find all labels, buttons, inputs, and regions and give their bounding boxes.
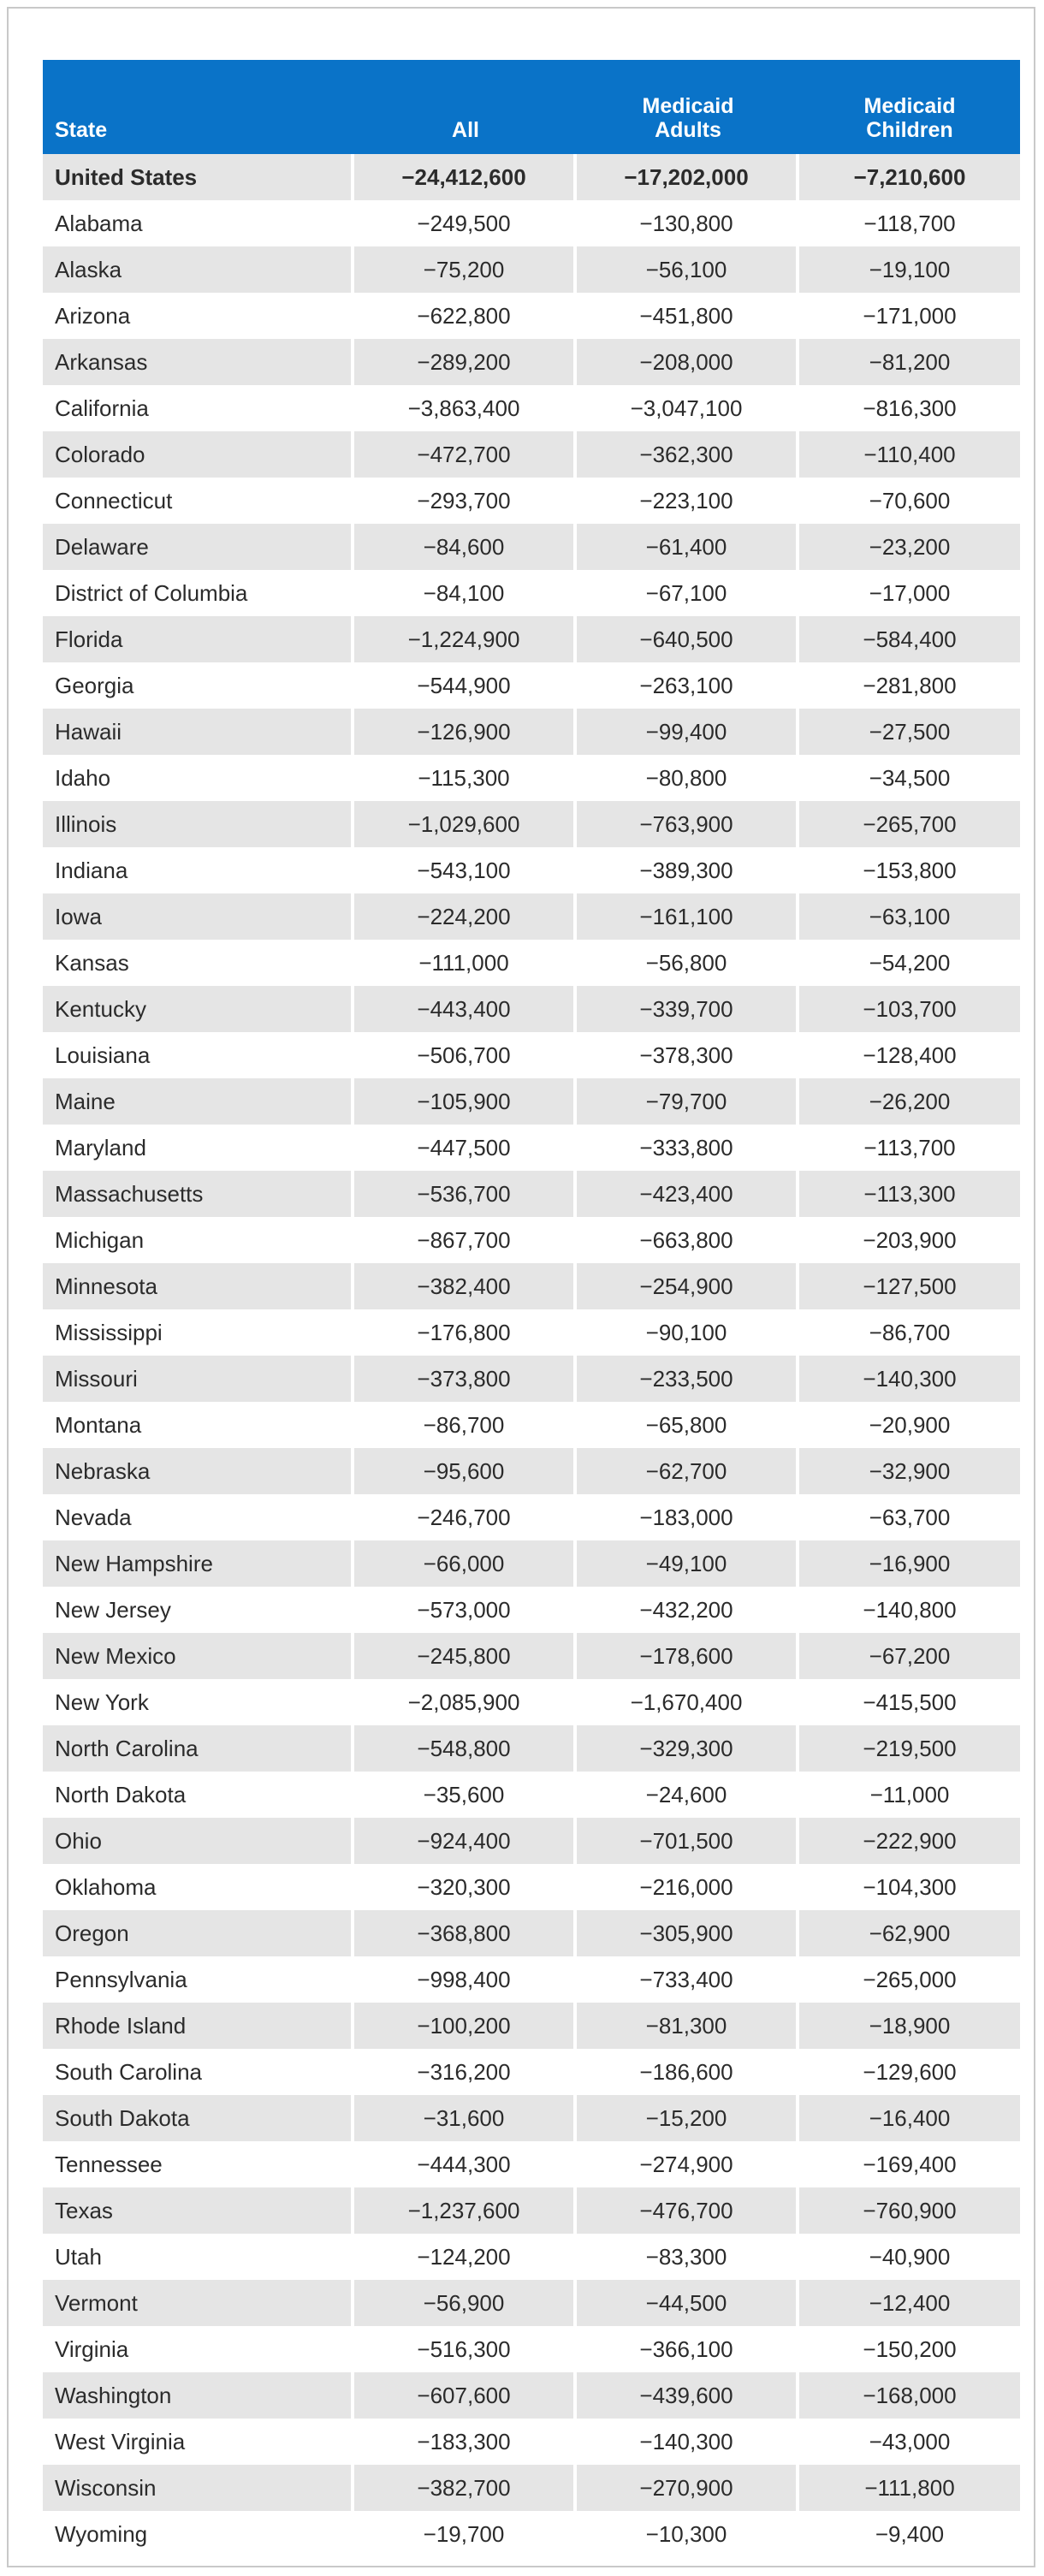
all-cell: −573,000 [354,1587,577,1633]
all-cell: −84,600 [354,524,577,570]
state-cell: New Jersey [43,1587,354,1633]
medicaid-adults-cell: −24,600 [577,1772,799,1818]
header-row [43,60,1020,154]
state-cell: California [43,385,354,431]
all-cell: −382,700 [354,2465,577,2511]
medicaid-children-cell: −150,200 [799,2326,1020,2372]
state-cell: Kansas [43,940,354,986]
all-cell: −289,200 [354,339,577,385]
state-cell: Kentucky [43,986,354,1032]
table-row [43,1125,1020,1171]
all-cell: −84,100 [354,570,577,616]
all-cell: −867,700 [354,1217,577,1263]
medicaid-children-cell: −20,900 [799,1402,1020,1448]
all-cell: −249,500 [354,200,577,246]
medicaid-adults-cell: −233,500 [577,1356,799,1402]
table-row [43,1633,1020,1679]
state-cell: Texas [43,2187,354,2234]
all-cell: −472,700 [354,431,577,478]
table-header [43,60,1020,154]
medicaid-adults-cell: −270,900 [577,2465,799,2511]
medicaid-children-cell: −281,800 [799,662,1020,709]
table-row [43,1679,1020,1725]
all-cell: −607,600 [354,2372,577,2419]
state-cell: Wisconsin [43,2465,354,2511]
all-cell: −105,900 [354,1078,577,1125]
medicaid-adults-cell: −81,300 [577,2003,799,2049]
column-header-line: Medicaid [863,94,956,118]
all-cell: −924,400 [354,1818,577,1864]
state-cell: Virginia [43,2326,354,2372]
state-cell: Washington [43,2372,354,2419]
medicaid-children-cell: −760,900 [799,2187,1020,2234]
medicaid-children-cell: −19,100 [799,246,1020,293]
all-cell: −95,600 [354,1448,577,1494]
state-cell: Arkansas [43,339,354,385]
medicaid-children-cell: −7,210,600 [799,154,1020,200]
all-cell: −368,800 [354,1910,577,1956]
state-cell: New York [43,1679,354,1725]
all-cell: −75,200 [354,246,577,293]
medicaid-children-cell: −63,700 [799,1494,1020,1540]
column-header-line: State [55,118,108,142]
medicaid-children-cell: −63,100 [799,893,1020,940]
medicaid-adults-cell: −329,300 [577,1725,799,1772]
medicaid-adults-cell: −161,100 [577,893,799,940]
all-cell: −2,085,900 [354,1679,577,1725]
all-cell: −245,800 [354,1633,577,1679]
state-cell: Louisiana [43,1032,354,1078]
all-cell: −373,800 [354,1356,577,1402]
table-row [43,570,1020,616]
state-cell: Delaware [43,524,354,570]
table-row [43,1171,1020,1217]
medicaid-children-cell: −415,500 [799,1679,1020,1725]
medicaid-adults-cell: −140,300 [577,2419,799,2465]
medicaid-children-cell: −111,800 [799,2465,1020,2511]
all-cell: −1,029,600 [354,801,577,847]
table-row [43,709,1020,755]
medicaid-children-cell: −168,000 [799,2372,1020,2419]
medicaid-children-cell: −86,700 [799,1309,1020,1356]
medicaid-adults-cell: −10,300 [577,2511,799,2557]
state-cell: Maine [43,1078,354,1125]
medicaid-adults-cell: −130,800 [577,200,799,246]
medicaid-children-cell: −103,700 [799,986,1020,1032]
all-cell: −115,300 [354,755,577,801]
state-cell: Alabama [43,200,354,246]
state-cell: Nevada [43,1494,354,1540]
medicaid-adults-cell: −178,600 [577,1633,799,1679]
medicaid-adults-cell: −67,100 [577,570,799,616]
column-header-line: Adults [655,118,721,142]
state-cell: Massachusetts [43,1171,354,1217]
state-cell: Georgia [43,662,354,709]
column-header-all [354,60,577,154]
table-row [43,2141,1020,2187]
table-row [43,2234,1020,2280]
medicaid-children-cell: −26,200 [799,1078,1020,1125]
medicaid-adults-cell: −254,900 [577,1263,799,1309]
state-cell: Tennessee [43,2141,354,2187]
all-cell: −31,600 [354,2095,577,2141]
table-row [43,2419,1020,2465]
state-cell: Oregon [43,1910,354,1956]
medicaid-adults-cell: −733,400 [577,1956,799,2003]
table-row [43,1402,1020,1448]
all-cell: −548,800 [354,1725,577,1772]
all-cell: −622,800 [354,293,577,339]
state-cell: United States [43,154,354,200]
all-cell: −382,400 [354,1263,577,1309]
medicaid-children-cell: −118,700 [799,200,1020,246]
medicaid-children-cell: −113,300 [799,1171,1020,1217]
medicaid-children-cell: −62,900 [799,1910,1020,1956]
state-cell: Idaho [43,755,354,801]
medicaid-children-cell: −23,200 [799,524,1020,570]
medicaid-children-cell: −222,900 [799,1818,1020,1864]
state-cell: Missouri [43,1356,354,1402]
medicaid-children-cell: −81,200 [799,339,1020,385]
table-row [43,1448,1020,1494]
all-cell: −24,412,600 [354,154,577,200]
medicaid-adults-cell: −223,100 [577,478,799,524]
state-cell: Mississippi [43,1309,354,1356]
medicaid-adults-cell: −305,900 [577,1910,799,1956]
state-cell: Maryland [43,1125,354,1171]
medicaid-children-cell: −54,200 [799,940,1020,986]
medicaid-adults-cell: −362,300 [577,431,799,478]
table-row [43,431,1020,478]
medicaid-adults-cell: −17,202,000 [577,154,799,200]
medicaid-children-cell: −203,900 [799,1217,1020,1263]
all-cell: −320,300 [354,1864,577,1910]
state-cell: South Dakota [43,2095,354,2141]
medicaid-children-cell: −584,400 [799,616,1020,662]
state-cell: Indiana [43,847,354,893]
medicaid-children-cell: −128,400 [799,1032,1020,1078]
state-cell: New Mexico [43,1633,354,1679]
medicaid-adults-cell: −208,000 [577,339,799,385]
all-cell: −444,300 [354,2141,577,2187]
medicaid-children-cell: −140,800 [799,1587,1020,1633]
state-cell: Arizona [43,293,354,339]
table-row [43,2280,1020,2326]
column-header-medicaid-adults [577,60,799,154]
table-row [43,1263,1020,1309]
table-row [43,246,1020,293]
column-header-line: Children [866,118,953,142]
medicaid-adults-cell: −263,100 [577,662,799,709]
all-cell: −293,700 [354,478,577,524]
all-cell: −246,700 [354,1494,577,1540]
state-cell: Vermont [43,2280,354,2326]
table-row [43,1540,1020,1587]
all-cell: −536,700 [354,1171,577,1217]
all-cell: −111,000 [354,940,577,986]
medicaid-adults-cell: −186,600 [577,2049,799,2095]
medicaid-children-cell: −816,300 [799,385,1020,431]
state-cell: Ohio [43,1818,354,1864]
medicaid-children-cell: −171,000 [799,293,1020,339]
table-row [43,662,1020,709]
medicaid-children-cell: −67,200 [799,1633,1020,1679]
medicaid-children-cell: −32,900 [799,1448,1020,1494]
all-cell: −19,700 [354,2511,577,2557]
all-cell: −1,224,900 [354,616,577,662]
all-cell: −86,700 [354,1402,577,1448]
all-cell: −224,200 [354,893,577,940]
medicaid-children-cell: −129,600 [799,2049,1020,2095]
medicaid-children-cell: −16,900 [799,1540,1020,1587]
table-row [43,2372,1020,2419]
state-cell: District of Columbia [43,570,354,616]
medicaid-adults-cell: −701,500 [577,1818,799,1864]
state-cell: Wyoming [43,2511,354,2557]
table-row [43,2003,1020,2049]
column-header-state [43,60,354,154]
medicaid-children-cell: −16,400 [799,2095,1020,2141]
medicaid-adults-cell: −79,700 [577,1078,799,1125]
state-cell: North Carolina [43,1725,354,1772]
medicaid-adults-cell: −44,500 [577,2280,799,2326]
medicaid-adults-cell: −378,300 [577,1032,799,1078]
table-row [43,339,1020,385]
table-row [43,1725,1020,1772]
table-row [43,755,1020,801]
state-cell: South Carolina [43,2049,354,2095]
table-row [43,478,1020,524]
medicaid-children-cell: −265,000 [799,1956,1020,2003]
medicaid-adults-cell: −476,700 [577,2187,799,2234]
medicaid-adults-cell: −183,000 [577,1494,799,1540]
column-header-line: All [452,118,479,142]
table-row [43,893,1020,940]
medicaid-adults-cell: −56,100 [577,246,799,293]
table-row [43,385,1020,431]
medicaid-adults-cell: −90,100 [577,1309,799,1356]
state-cell: Rhode Island [43,2003,354,2049]
state-cell: Oklahoma [43,1864,354,1910]
table-frame [7,7,1035,2567]
all-cell: −544,900 [354,662,577,709]
medicaid-adults-cell: −423,400 [577,1171,799,1217]
table-row-total [43,154,1020,200]
all-cell: −183,300 [354,2419,577,2465]
medicaid-adults-cell: −3,047,100 [577,385,799,431]
all-cell: −1,237,600 [354,2187,577,2234]
state-cell: Alaska [43,246,354,293]
table-row [43,1078,1020,1125]
medicaid-children-cell: −18,900 [799,2003,1020,2049]
all-cell: −516,300 [354,2326,577,2372]
table-row [43,986,1020,1032]
medicaid-adults-cell: −15,200 [577,2095,799,2141]
medicaid-children-cell: −34,500 [799,755,1020,801]
medicaid-children-cell: −70,600 [799,478,1020,524]
medicaid-children-cell: −265,700 [799,801,1020,847]
medicaid-children-cell: −12,400 [799,2280,1020,2326]
column-header-line: Medicaid [642,94,734,118]
state-cell: Colorado [43,431,354,478]
table-row [43,616,1020,662]
medicaid-adults-cell: −80,800 [577,755,799,801]
table-row [43,1356,1020,1402]
medicaid-adults-cell: −62,700 [577,1448,799,1494]
state-cell: Connecticut [43,478,354,524]
all-cell: −176,800 [354,1309,577,1356]
table-row [43,2326,1020,2372]
state-cell: New Hampshire [43,1540,354,1587]
state-cell: Montana [43,1402,354,1448]
data-table [43,60,1020,2557]
medicaid-children-cell: −43,000 [799,2419,1020,2465]
state-cell: Utah [43,2234,354,2280]
state-cell: Nebraska [43,1448,354,1494]
column-header-medicaid-children [799,60,1020,154]
medicaid-children-cell: −17,000 [799,570,1020,616]
medicaid-adults-cell: −65,800 [577,1402,799,1448]
table-body [43,154,1020,2557]
medicaid-adults-cell: −663,800 [577,1217,799,1263]
medicaid-children-cell: −153,800 [799,847,1020,893]
medicaid-adults-cell: −333,800 [577,1125,799,1171]
table-row [43,2187,1020,2234]
table-row [43,2095,1020,2141]
table-row [43,1956,1020,2003]
state-cell: Florida [43,616,354,662]
medicaid-adults-cell: −389,300 [577,847,799,893]
state-cell: West Virginia [43,2419,354,2465]
medicaid-children-cell: −110,400 [799,431,1020,478]
medicaid-children-cell: −104,300 [799,1864,1020,1910]
table-row [43,801,1020,847]
medicaid-children-cell: −9,400 [799,2511,1020,2557]
all-cell: −126,900 [354,709,577,755]
state-cell: Pennsylvania [43,1956,354,2003]
all-cell: −998,400 [354,1956,577,2003]
all-cell: −35,600 [354,1772,577,1818]
medicaid-children-cell: −40,900 [799,2234,1020,2280]
all-cell: −56,900 [354,2280,577,2326]
table-row [43,1910,1020,1956]
medicaid-children-cell: −27,500 [799,709,1020,755]
all-cell: −443,400 [354,986,577,1032]
table-row [43,2465,1020,2511]
medicaid-adults-cell: −216,000 [577,1864,799,1910]
medicaid-adults-cell: −274,900 [577,2141,799,2187]
medicaid-adults-cell: −439,600 [577,2372,799,2419]
medicaid-children-cell: −169,400 [799,2141,1020,2187]
all-cell: −316,200 [354,2049,577,2095]
all-cell: −506,700 [354,1032,577,1078]
table-row [43,2511,1020,2557]
all-cell: −66,000 [354,1540,577,1587]
table-row [43,1217,1020,1263]
medicaid-adults-cell: −366,100 [577,2326,799,2372]
medicaid-adults-cell: −1,670,400 [577,1679,799,1725]
state-cell: North Dakota [43,1772,354,1818]
all-cell: −447,500 [354,1125,577,1171]
medicaid-adults-cell: −56,800 [577,940,799,986]
state-cell: Hawaii [43,709,354,755]
medicaid-adults-cell: −99,400 [577,709,799,755]
table-row [43,1587,1020,1633]
all-cell: −3,863,400 [354,385,577,431]
all-cell: −124,200 [354,2234,577,2280]
table-row [43,1818,1020,1864]
table-row [43,1864,1020,1910]
medicaid-children-cell: −219,500 [799,1725,1020,1772]
table-row [43,1772,1020,1818]
medicaid-adults-cell: −451,800 [577,293,799,339]
medicaid-children-cell: −127,500 [799,1263,1020,1309]
medicaid-adults-cell: −49,100 [577,1540,799,1587]
state-cell: Minnesota [43,1263,354,1309]
table-row [43,200,1020,246]
medicaid-children-cell: −113,700 [799,1125,1020,1171]
table-row [43,847,1020,893]
table-row [43,524,1020,570]
table-row [43,1309,1020,1356]
medicaid-adults-cell: −763,900 [577,801,799,847]
table-row [43,1494,1020,1540]
medicaid-adults-cell: −339,700 [577,986,799,1032]
state-cell: Illinois [43,801,354,847]
table-row [43,2049,1020,2095]
medicaid-adults-cell: −432,200 [577,1587,799,1633]
medicaid-adults-cell: −83,300 [577,2234,799,2280]
all-cell: −543,100 [354,847,577,893]
state-cell: Michigan [43,1217,354,1263]
table-row [43,940,1020,986]
state-cell: Iowa [43,893,354,940]
table-row [43,293,1020,339]
medicaid-children-cell: −140,300 [799,1356,1020,1402]
medicaid-adults-cell: −61,400 [577,524,799,570]
table-row [43,1032,1020,1078]
all-cell: −100,200 [354,2003,577,2049]
medicaid-adults-cell: −640,500 [577,616,799,662]
medicaid-children-cell: −11,000 [799,1772,1020,1818]
